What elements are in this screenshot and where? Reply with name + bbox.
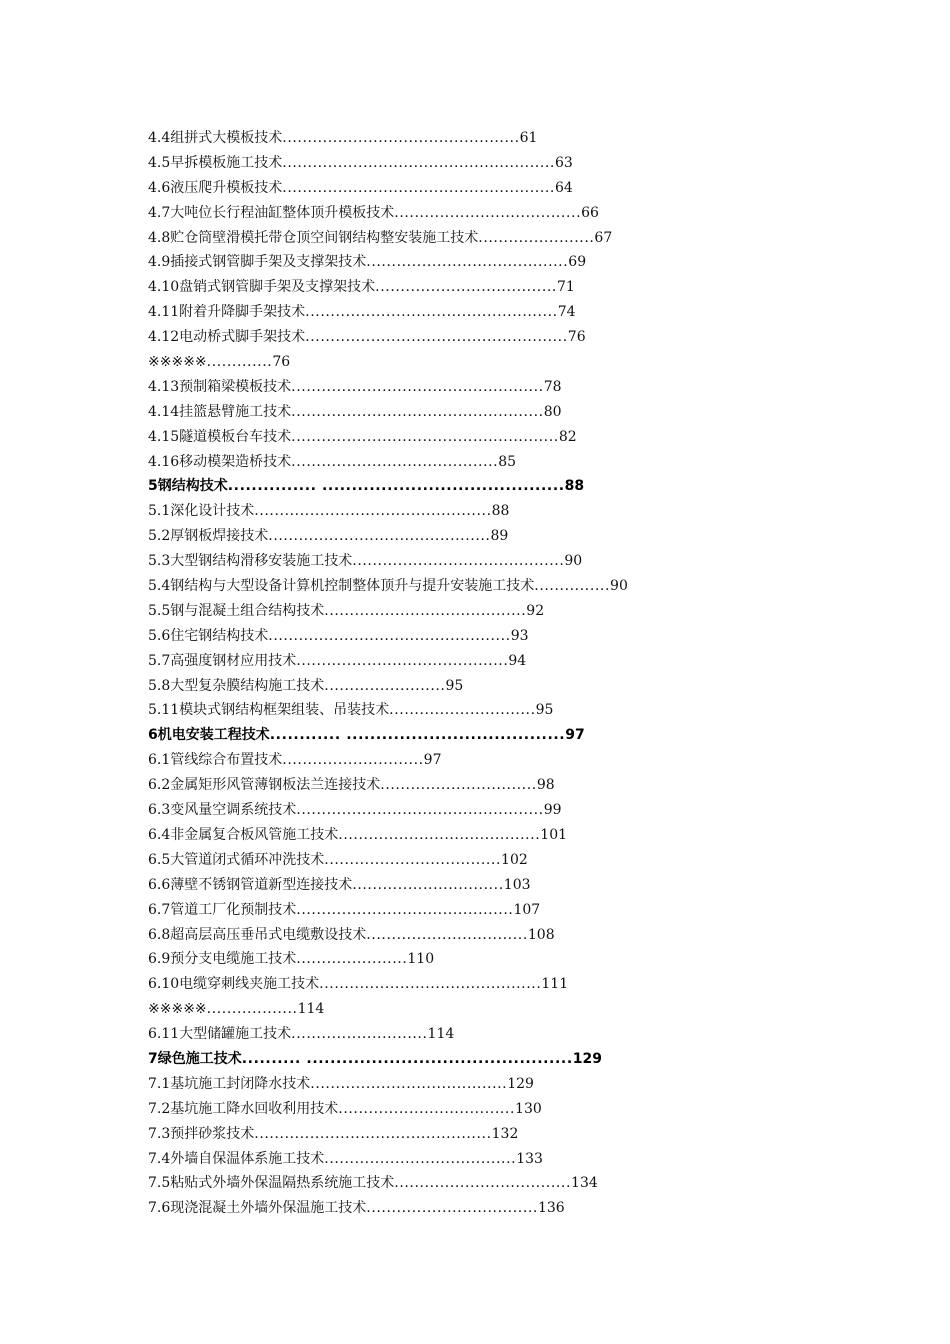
toc-page-number: 61: [519, 130, 538, 146]
toc-page-number: 89: [490, 528, 509, 545]
toc-page-number: 133: [516, 1150, 543, 1167]
toc-leader-dots: ..................................: [366, 1200, 538, 1217]
toc-leader-dots: .......... .............................................: [241, 1050, 573, 1067]
toc-page-number: 130: [515, 1100, 542, 1117]
toc-entry-title: 4.12电动桥式脚手架技术: [148, 329, 306, 346]
toc-entry-title: 7绿色施工技术: [148, 1050, 242, 1067]
toc-entry[interactable]: [148, 524, 768, 549]
toc-entry[interactable]: [148, 300, 768, 325]
toc-entry-title: 5.2厚钢板焊接技术: [148, 528, 269, 545]
toc-entry-title: ※※※※※: [148, 1001, 207, 1018]
toc-page-number: 94: [508, 652, 527, 669]
toc-page-number: 95: [445, 677, 464, 694]
toc-leader-dots: ........................: [324, 677, 446, 694]
toc-leader-dots: ......................................: [324, 1150, 517, 1167]
toc-leader-dots: ...............................................: [254, 503, 492, 520]
toc-leader-dots: ....................................................: [305, 329, 568, 346]
toc-leader-dots: ..................: [206, 1001, 298, 1018]
toc-entry-title: 5.11模块式钢结构框架组装、吊装技术: [148, 702, 390, 719]
toc-chapter-entry[interactable]: [148, 474, 768, 499]
toc-entry-title: 7.3预拌砂浆技术: [148, 1125, 255, 1142]
toc-entry[interactable]: [148, 947, 768, 972]
toc-page-number: 71: [556, 279, 575, 296]
toc-entry[interactable]: [148, 997, 768, 1022]
toc-leader-dots: ............... .........................................: [227, 478, 565, 495]
toc-entry[interactable]: [148, 624, 768, 649]
toc-leader-dots: .......................: [478, 229, 595, 246]
toc-entry[interactable]: [148, 400, 768, 425]
toc-entry[interactable]: [148, 674, 768, 699]
toc-entry[interactable]: [148, 873, 768, 898]
toc-entry-title: 5.6住宅钢结构技术: [148, 627, 269, 644]
toc-entry[interactable]: [148, 898, 768, 923]
toc-entry[interactable]: [148, 698, 768, 723]
toc-leader-dots: ...............: [534, 578, 611, 595]
toc-page-number: 85: [498, 453, 517, 470]
toc-entry-title: 4.7大吨位长行程油缸整体顶升模板技术: [148, 204, 395, 221]
toc-page-number: 93: [510, 627, 529, 644]
toc-entry-title: 7.6现浇混凝土外墙外保温施工技术: [148, 1200, 367, 1217]
toc-page-number: 82: [558, 428, 577, 445]
toc-entry-title: 5钢结构技术: [148, 478, 228, 495]
toc-page-number: 97: [423, 752, 442, 769]
toc-entry-title: 4.10盘销式钢管脚手架及支撑架技术: [148, 279, 376, 296]
toc-leader-dots: ...................................: [338, 1100, 516, 1117]
toc-page-number: 107: [513, 901, 541, 918]
toc-leader-dots: ..........................................: [352, 553, 565, 570]
toc-entry-title: 5.8大型复杂膜结构施工技术: [148, 677, 325, 694]
toc-leader-dots: ............................................: [319, 976, 542, 993]
toc-page-number: 76: [272, 354, 291, 371]
toc-page-number: 103: [503, 876, 531, 893]
toc-page-number: 99: [543, 802, 562, 819]
toc-entry[interactable]: [148, 425, 768, 450]
toc-leader-dots: ...................................: [324, 851, 502, 868]
toc-entry[interactable]: [148, 823, 768, 848]
toc-leader-dots: .............: [206, 354, 273, 371]
toc-entry[interactable]: [148, 201, 768, 226]
toc-leader-dots: ..................................................: [305, 304, 558, 321]
toc-entry-title: 4.6液压爬升模板技术: [148, 179, 283, 196]
toc-entry-title: 6机电安装工程技术: [148, 727, 270, 744]
toc-entry-title: 4.13预制箱梁模板技术: [148, 378, 292, 395]
toc-page-number: 63: [554, 154, 573, 171]
toc-entry[interactable]: [148, 773, 768, 798]
toc-entry[interactable]: [148, 1072, 768, 1097]
toc-entry-title: 6.8超高层高压垂吊式电缆敷设技术: [148, 926, 367, 943]
table-of-contents: [148, 126, 768, 1221]
toc-entry-title: 4.16移动模架造桥技术: [148, 453, 292, 470]
toc-leader-dots: ...........................................: [296, 901, 514, 918]
toc-page-number: 76: [567, 329, 586, 346]
toc-leader-dots: ..................................................: [291, 378, 544, 395]
toc-page-number: 114: [427, 1026, 455, 1043]
toc-page-number: 111: [541, 976, 569, 993]
toc-entry-title: 6.11大型储罐施工技术: [148, 1026, 292, 1043]
toc-leader-dots: ...................................: [394, 1175, 572, 1192]
toc-page-number: 69: [568, 254, 587, 271]
toc-entry-title: 6.6薄壁不锈钢管道新型连接技术: [148, 876, 353, 893]
toc-entry[interactable]: [148, 649, 768, 674]
toc-chapter-entry[interactable]: [148, 723, 768, 748]
toc-entry[interactable]: [148, 923, 768, 948]
toc-entry[interactable]: [148, 1097, 768, 1122]
toc-page-number: 98: [536, 777, 555, 794]
toc-leader-dots: ................................................: [268, 627, 511, 644]
toc-entry[interactable]: [148, 1147, 768, 1172]
toc-leader-dots: ..............................: [352, 876, 504, 893]
toc-leader-dots: ......................: [296, 951, 408, 968]
toc-page-number: 64: [554, 179, 573, 196]
toc-entry-title: 4.11附着升降脚手架技术: [148, 304, 306, 321]
toc-entry[interactable]: [148, 325, 768, 350]
toc-entry-title: 5.1深化设计技术: [148, 503, 255, 520]
toc-chapter-entry[interactable]: [148, 1047, 768, 1072]
toc-page-number: 129: [507, 1075, 534, 1092]
toc-page-number: 97: [565, 727, 585, 744]
toc-entry-title: 7.2基坑施工降水回收利用技术: [148, 1100, 339, 1117]
toc-page-number: 101: [540, 826, 568, 843]
toc-leader-dots: ................................: [366, 926, 528, 943]
toc-entry-title: 6.5大管道闭式循环冲洗技术: [148, 851, 325, 868]
toc-entry-title: 5.5钢与混凝土组合结构技术: [148, 602, 325, 619]
toc-entry-title: 4.9插接式钢管脚手架及支撑架技术: [148, 254, 367, 271]
toc-page-number: 90: [564, 553, 583, 570]
toc-entry-title: 7.4外墙自保温体系施工技术: [148, 1150, 325, 1167]
toc-entry-title: 6.10电缆穿刺线夹施工技术: [148, 976, 320, 993]
toc-leader-dots: ......................................................: [282, 154, 555, 171]
toc-leader-dots: ....................................: [375, 279, 557, 296]
toc-page-number: 102: [501, 851, 528, 868]
toc-entry[interactable]: [148, 574, 768, 599]
toc-leader-dots: .............................: [389, 702, 536, 719]
toc-leader-dots: .......................................: [310, 1075, 508, 1092]
toc-entry[interactable]: [148, 226, 768, 251]
toc-entry-title: 6.3变风量空调系统技术: [148, 802, 297, 819]
toc-entry-title: 4.8贮仓筒壁滑模托带仓顶空间钢结构整安装施工技术: [148, 229, 479, 246]
toc-entry-title: 6.1管线综合布置技术: [148, 752, 283, 769]
toc-entry[interactable]: [148, 375, 768, 400]
toc-entry-title: 4.4组拼式大模板技术: [148, 130, 283, 146]
toc-leader-dots: ...............................................: [282, 130, 520, 146]
toc-page-number: 67: [594, 229, 613, 246]
toc-entry[interactable]: [148, 151, 768, 176]
toc-leader-dots: ...............................................: [254, 1125, 492, 1142]
toc-leader-dots: .....................................: [394, 204, 582, 221]
toc-leader-dots: ........................................: [338, 826, 541, 843]
toc-leader-dots: ........................................: [324, 602, 527, 619]
toc-leader-dots: ......................................................: [282, 179, 555, 196]
toc-entry[interactable]: [148, 748, 768, 773]
toc-entry-title: 5.3大型钢结构滑移安装施工技术: [148, 553, 353, 570]
toc-entry[interactable]: [148, 798, 768, 823]
toc-leader-dots: ..................................................: [291, 403, 544, 420]
toc-page-number: 134: [571, 1175, 598, 1192]
toc-page-number: 74: [557, 304, 576, 321]
toc-page-number: 108: [527, 926, 555, 943]
toc-entry-title: ※※※※※: [148, 354, 207, 371]
toc-entry[interactable]: [148, 176, 768, 201]
toc-entry[interactable]: [148, 549, 768, 574]
toc-page-number: 92: [526, 602, 545, 619]
toc-page-number: 88: [564, 478, 585, 495]
toc-entry-title: 7.5粘贴式外墙外保温隔热系统施工技术: [148, 1175, 395, 1192]
toc-entry[interactable]: [148, 1171, 768, 1196]
toc-entry[interactable]: [148, 450, 768, 475]
toc-page-number: 110: [407, 951, 435, 968]
toc-page-number: 80: [543, 403, 562, 420]
toc-leader-dots: ...............................: [380, 777, 537, 794]
toc-leader-dots: ............................................: [268, 528, 491, 545]
toc-entry[interactable]: [148, 1022, 768, 1047]
toc-leader-dots: ...........................: [291, 1026, 428, 1043]
toc-entry[interactable]: [148, 126, 768, 151]
toc-page-number: 132: [491, 1125, 519, 1142]
toc-entry[interactable]: [148, 275, 768, 300]
toc-page-number: 129: [572, 1050, 602, 1067]
toc-entry-title: 4.14挂篮悬臂施工技术: [148, 403, 292, 420]
toc-page-number: 88: [491, 503, 510, 520]
toc-page-number: 114: [297, 1001, 325, 1018]
toc-leader-dots: ............................: [282, 752, 424, 769]
toc-entry-title: 6.4非金属复合板风管施工技术: [148, 826, 339, 843]
toc-entry[interactable]: [148, 350, 768, 375]
toc-entry[interactable]: [148, 848, 768, 873]
toc-leader-dots: ..........................................: [296, 652, 509, 669]
toc-leader-dots: .................................................: [296, 802, 544, 819]
toc-page-number: 90: [610, 578, 628, 595]
toc-entry[interactable]: [148, 1122, 768, 1147]
toc-entry-title: 6.9预分支电缆施工技术: [148, 951, 297, 968]
toc-page-number: 136: [537, 1200, 565, 1217]
toc-entry-title: 6.2金属矩形风管薄钢板法兰连接技术: [148, 777, 381, 794]
toc-entry-title: 4.5早拆模板施工技术: [148, 154, 283, 171]
toc-leader-dots: ........................................: [366, 254, 569, 271]
toc-leader-dots: ............ .....................................: [269, 727, 566, 744]
toc-page-number: 95: [535, 702, 554, 719]
toc-leader-dots: .........................................: [291, 453, 499, 470]
toc-entry[interactable]: [148, 599, 768, 624]
toc-page-number: 66: [581, 204, 599, 221]
toc-entry-title: 4.15隧道模板台车技术: [148, 428, 292, 445]
toc-leader-dots: .....................................................: [291, 428, 559, 445]
toc-entry-title: 7.1基坑施工封闭降水技术: [148, 1075, 311, 1092]
toc-entry-title: 5.4钢结构与大型设备计算机控制整体顶升与提升安装施工技术: [148, 578, 535, 595]
toc-entry[interactable]: [148, 250, 768, 275]
toc-entry-title: 6.7管道工厂化预制技术: [148, 901, 297, 918]
toc-entry[interactable]: [148, 1196, 768, 1221]
toc-page-number: 78: [543, 378, 562, 395]
toc-entry-title: 5.7高强度钢材应用技术: [148, 652, 297, 669]
toc-entry[interactable]: [148, 499, 768, 524]
toc-entry[interactable]: [148, 972, 768, 997]
